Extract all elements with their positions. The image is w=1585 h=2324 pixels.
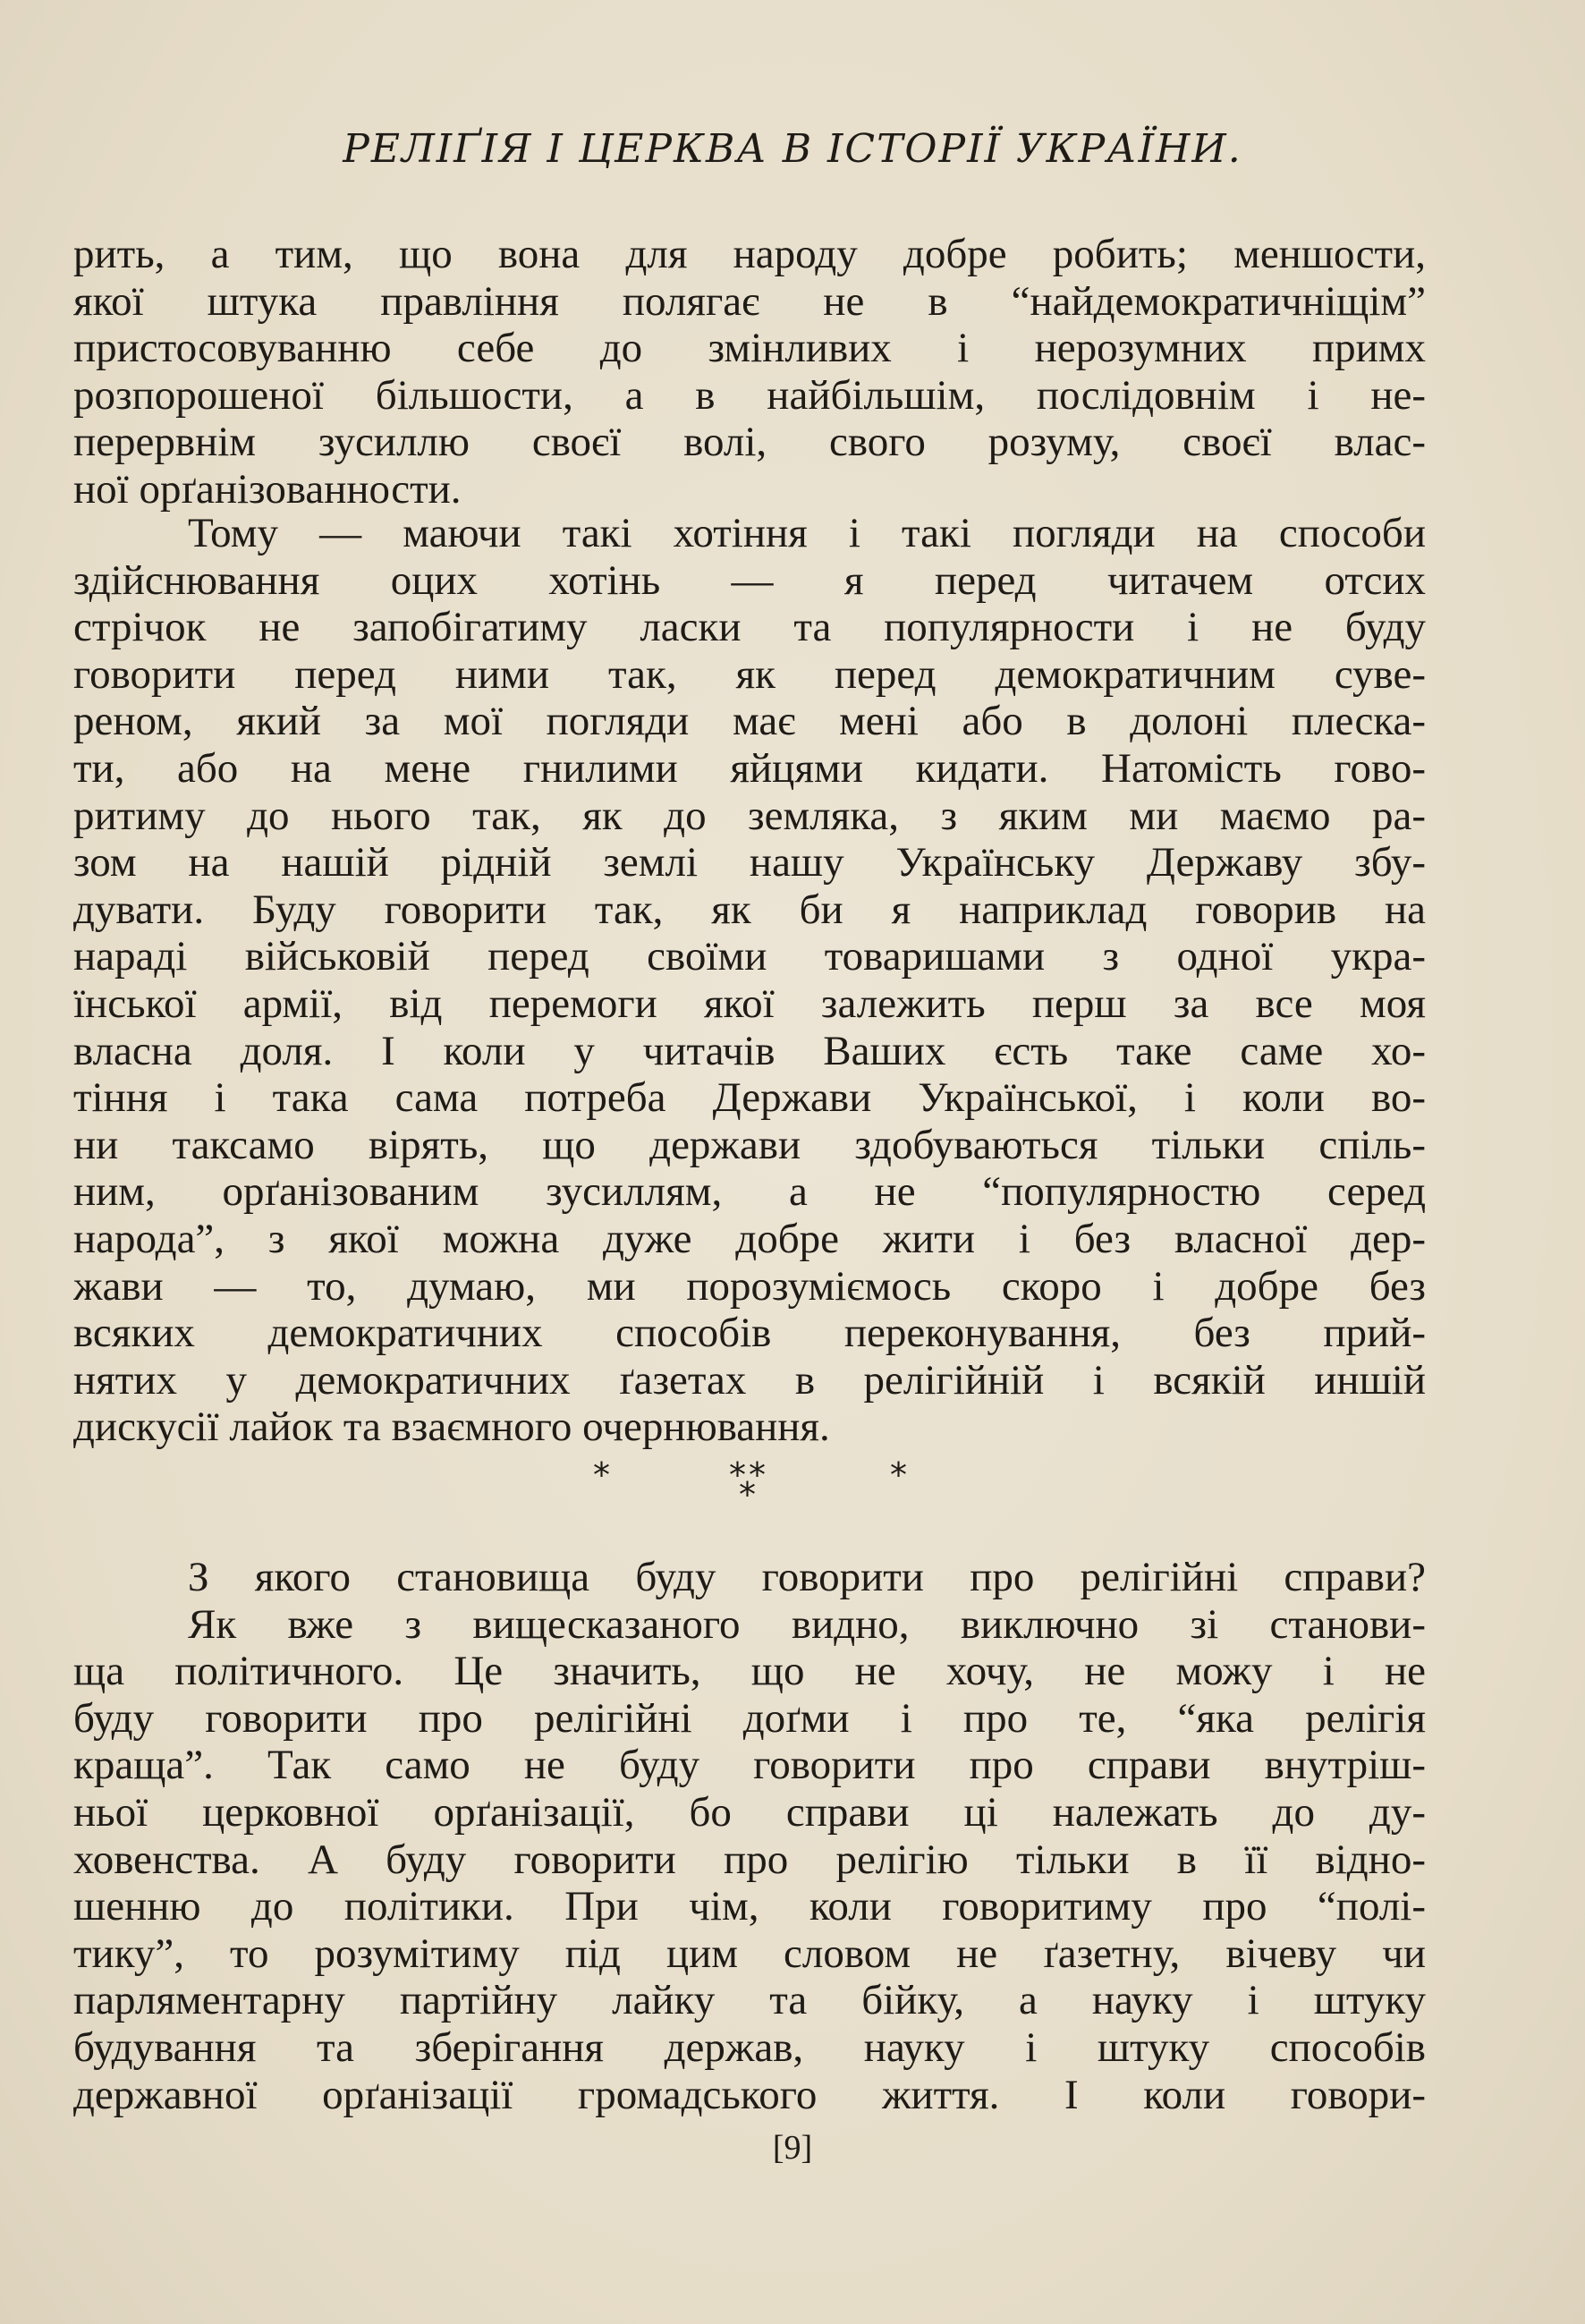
- text-line: державної орґанізації громадського життя. І коли говори-: [73, 2071, 1426, 2118]
- text-line: власна доля. І коли у читачів Ваших єсть таке саме хо-: [73, 1027, 1426, 1074]
- text-line: якої штука правління полягає не в “найдемократичніщім”: [73, 277, 1426, 325]
- page-number: [9]: [772, 2129, 813, 2167]
- text-line: народа”, з якої можна дуже добре жити і без власної дер-: [73, 1215, 1426, 1262]
- text-line: тіння і така сама потреба Держави Української, і коли во-: [73, 1074, 1426, 1122]
- text-line: ним, орґанізованим зусиллям, а не “популярностю серед: [73, 1168, 1426, 1216]
- text-line: дискусії лайок та взаємного очернювання.: [73, 1404, 830, 1451]
- text-line: всяких демократичних способів переконування, без прий-: [73, 1310, 1426, 1357]
- asterisk-ornament: *: [739, 1475, 756, 1514]
- asterism-cluster: [729, 1455, 783, 1514]
- text-line: говорити перед ними так, як перед демократичним суве-: [73, 650, 1426, 698]
- text-line: реном, який за мої погляди має мені або в долоні плеска-: [73, 698, 1426, 745]
- text-line: перервнім зусиллю своєї волі, свого розуму, своєї влас-: [73, 419, 1426, 466]
- text-line: будування та зберігання держав, науку і штуку способів: [73, 2023, 1426, 2071]
- text-line: шенню до політики. При чім, коли говоритиму про “полі-: [73, 1883, 1426, 1930]
- text-line: ритиму до нього так, як до земляка, з яким ми маємо ра-: [73, 792, 1426, 839]
- text-line: ної орґанізованности.: [73, 465, 462, 513]
- text-line: дувати. Буду говорити так, як би я наприклад говорив на: [73, 886, 1426, 933]
- text-line: здійснювання оцих хотінь — я перед читачем отсих: [73, 556, 1426, 604]
- paragraph-continued: [73, 231, 1426, 513]
- text-line: стрічок не запобігатиму ласки та популярности і не буду: [73, 604, 1426, 651]
- text-line: Тому — маючи такі хотіння і такі погляди на способи: [188, 510, 1426, 556]
- text-line: ни таксамо вірять, що держави здобуваються тільки спіль-: [73, 1121, 1426, 1168]
- asterisk-ornament: *: [593, 1455, 610, 1495]
- text-line: краща”. Так само не буду говорити про справи внутріш-: [73, 1742, 1426, 1789]
- text-line: ховенства. А буду говорити про релігію тільки в її відно-: [73, 1836, 1426, 1883]
- text-line: рить, а тим, що вона для народу добре робить; меншости,: [73, 231, 1426, 277]
- section-divider-asterism: [0, 1455, 1585, 1514]
- text-line: З якого становища буду говорити про релігійні справи?: [188, 1554, 1426, 1600]
- asterisk-ornament: *: [749, 1455, 766, 1495]
- paragraph-tomu: [73, 510, 1426, 1451]
- text-line: жави — то, думаю, ми порозуміємось скоро і добре без: [73, 1262, 1426, 1310]
- paragraph-section-2: [73, 1554, 1426, 2118]
- asterisk-ornament: *: [729, 1455, 746, 1495]
- text-line: ти, або на мене гнилими яйцями кидати. Натомість гово-: [73, 744, 1426, 792]
- text-line: ща політичного. Це значить, що не хочу, не можу і не: [73, 1648, 1426, 1695]
- running-head: РЕЛІҐІЯ І ЦЕРКВА В ІСТОРІЇ УКРАЇНИ.: [343, 126, 1242, 172]
- text-line: буду говорити про релігійні доґми і про те, “яка релігія: [73, 1694, 1426, 1742]
- text-line: нараді військовій перед своїми товаришами з одної укра-: [73, 933, 1426, 980]
- text-line: пристосовуванню себе до змінливих і нерозумних примх: [73, 325, 1426, 372]
- text-line: Як вже з вищесказаного видно, виключно зі станови-: [188, 1600, 1426, 1648]
- text-line: ньої церковної орґанізації, бо справи ці належать до ду-: [73, 1788, 1426, 1836]
- text-line: зом на нашій рідній землі нашу Українську Державу збу-: [73, 839, 1426, 886]
- text-line: їнської армії, від перемоги якої залежить перш за все моя: [73, 980, 1426, 1027]
- text-line: розпорошеної більшости, а в найбільшім, послідовнім і не-: [73, 371, 1426, 419]
- asterisk-ornament: *: [890, 1455, 907, 1495]
- text-line: нятих у демократичних ґазетах в релігійній і всякій иншій: [73, 1356, 1426, 1404]
- text-line: тику”, то розумітиму під цим словом не ґазетну, вічеву чи: [73, 1930, 1426, 1977]
- text-line: парляментарну партійну лайку та бійку, а науку і штуку: [73, 1977, 1426, 2024]
